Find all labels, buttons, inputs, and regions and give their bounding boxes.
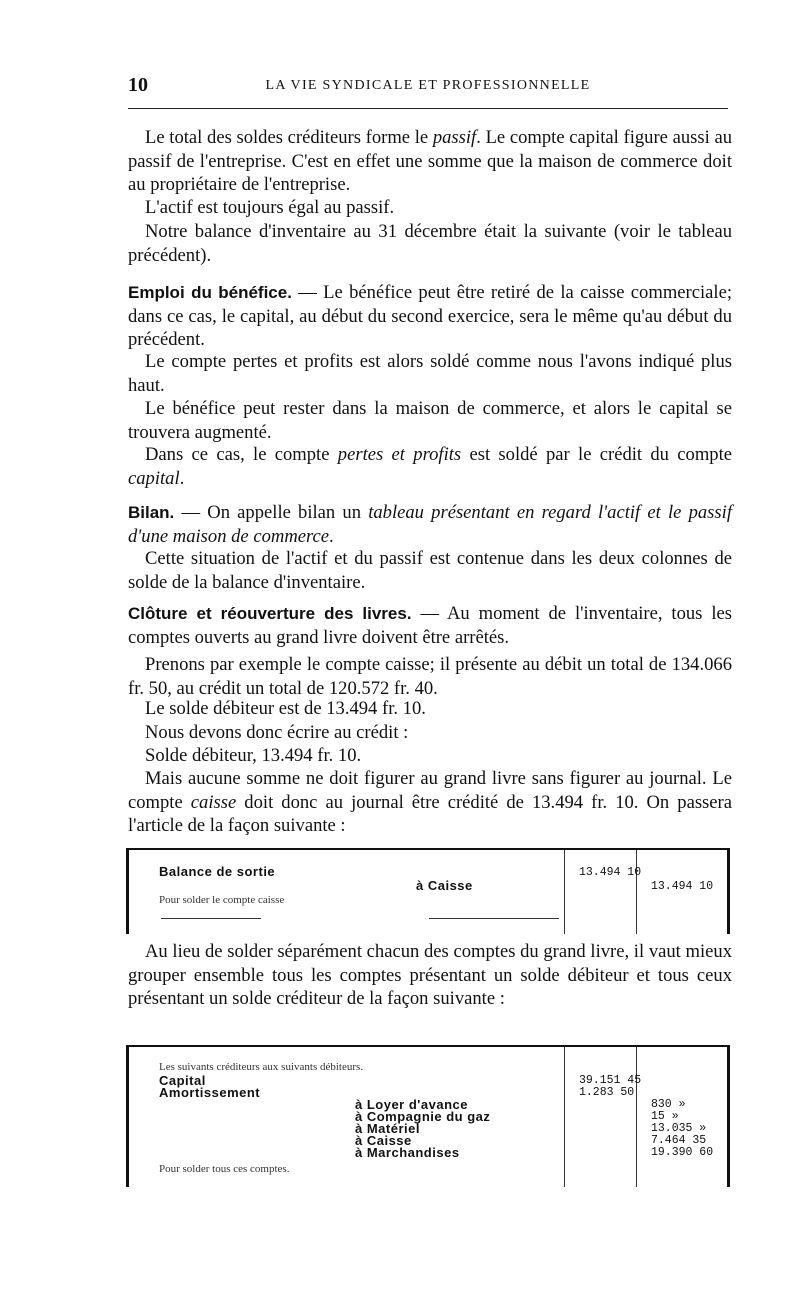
- text-run: Le compte pertes et profits est alors soldé comme nous l'avons indiqué plus haut.: [128, 351, 732, 396]
- page-header: [128, 74, 728, 98]
- paragraph: [128, 697, 732, 721]
- text-run: .: [179, 467, 185, 489]
- debit-amount: 13.494 10: [579, 866, 642, 879]
- section-heading: Emploi du bénéfice.: [128, 283, 292, 302]
- section-heading: Clôture et réouverture des livres.: [128, 604, 412, 623]
- text-run: .: [329, 525, 334, 547]
- entry-rule: [429, 918, 559, 919]
- paragraph: [128, 126, 732, 197]
- section-heading: Bilan.: [128, 503, 175, 522]
- credit-amount: 830 »: [651, 1098, 686, 1111]
- text-run: . Le compte capital figure aussi au passif de l'entreprise. C'est en effet une somme que la maison de commerce doit au propriétaire de l'entreprise.: [128, 127, 732, 195]
- credit-amount: 7.464 35: [651, 1134, 707, 1147]
- credit-account: à Compagnie du gaz: [355, 1109, 491, 1124]
- text-run: Le total des soldes créditeurs forme le: [145, 127, 433, 148]
- text-run: doit donc au journal être crédité de 13.494 fr. 10. On passera l'article de la façon suivante :: [128, 791, 732, 836]
- header-rule: [128, 108, 728, 109]
- credit-account: à Caisse: [355, 1133, 412, 1148]
- text-run: L'actif est toujours égal au passif.: [145, 197, 395, 218]
- paragraph: [128, 602, 732, 649]
- entry-description: Pour solder tous ces comptes.: [159, 1163, 290, 1175]
- paragraph: [128, 443, 732, 490]
- debit-account: Capital: [159, 1073, 206, 1088]
- text-run: — On appelle bilan un: [174, 502, 369, 523]
- paragraph: [128, 767, 732, 838]
- text-run: Nous devons donc écrire au crédit :: [145, 722, 409, 743]
- credit-account: à Loyer d'avance: [355, 1097, 468, 1112]
- italic-text: caisse: [190, 791, 237, 813]
- text-run: Le bénéfice peut rester dans la maison de commerce, et alors le capital se trouvera augmenté.: [128, 398, 732, 443]
- text-run: Dans ce cas, le compte: [145, 444, 338, 465]
- debit-amount: 39.151 45: [579, 1074, 642, 1087]
- text-run: est soldé par le crédit du compte: [461, 444, 733, 465]
- text-run: Cette situation de l'actif et du passif est contenue dans les deux colonnes de solde de la balance d'inventaire.: [128, 548, 732, 593]
- paragraph: [128, 501, 732, 548]
- entry-rule: [161, 918, 261, 919]
- credit-amount: 15 »: [651, 1110, 679, 1123]
- text-run: Solde débiteur, 13.494 fr. 10.: [145, 745, 362, 766]
- italic-text: passif: [432, 127, 477, 148]
- journal-entry-caisse: [126, 848, 730, 934]
- paragraph: [128, 350, 732, 397]
- paragraph: [128, 653, 732, 700]
- paragraph: [128, 220, 732, 267]
- entry-intro: Les suivants créditeurs aux suivants débiteurs.: [159, 1061, 364, 1073]
- paragraph: [128, 744, 732, 768]
- page-number: 10: [128, 74, 148, 96]
- italic-text: capital: [128, 467, 180, 489]
- credit-amount: 13.035 »: [651, 1122, 707, 1135]
- column-divider: [636, 1047, 637, 1187]
- journal-entry-grouped: [126, 1045, 730, 1187]
- paragraph: [128, 721, 732, 745]
- debit-amount: 1.283 50: [579, 1086, 635, 1099]
- credit-amount: 19.390 60: [651, 1146, 714, 1159]
- paragraph: [128, 547, 732, 594]
- text-run: Prenons par exemple le compte caisse; il présente au débit un total de 134.066 fr. 50, au crédit un total de 120.572 fr. 40.: [128, 654, 732, 699]
- credit-amount: 13.494 10: [651, 880, 714, 893]
- text-run: — Le bénéfice peut être retiré de la caisse commerciale; dans ce cas, le capital, au début du second exercice, sera le même qu'au début du précédent.: [128, 282, 732, 350]
- column-divider: [564, 1047, 565, 1187]
- column-divider: [636, 850, 637, 934]
- credit-account: à Matériel: [355, 1121, 420, 1136]
- paragraph: [128, 397, 732, 444]
- entry-description: Pour solder le compte caisse: [159, 894, 285, 906]
- running-title: LA VIE SYNDICALE ET PROFESSIONNELLE: [265, 78, 591, 93]
- text-run: Mais aucune somme ne doit figurer au grand livre sans figurer au journal. Le compte: [128, 768, 732, 813]
- text-run: — Au moment de l'inventaire, tous les comptes ouverts au grand livre doivent être arrêtés.: [128, 603, 732, 648]
- debit-account: Balance de sortie: [159, 864, 276, 879]
- debit-account: Amortissement: [159, 1085, 261, 1100]
- text-run: Notre balance d'inventaire au 31 décembre était la suivante (voir le tableau précédent).: [128, 221, 732, 266]
- paragraph: [128, 940, 732, 1011]
- credit-account: à Caisse: [416, 878, 473, 893]
- text-run: Le solde débiteur est de 13.494 fr. 10.: [145, 698, 426, 719]
- column-divider: [564, 850, 565, 934]
- text-run: Au lieu de solder séparément chacun des comptes du grand livre, il vaut mieux grouper ensemble tous les comptes présentant un solde débiteur et tous ceux présentant un solde créditeur de la façon suivante :: [128, 941, 732, 1009]
- italic-text: tableau présentant en regard l'actif et le passif d'une maison de commerce: [128, 502, 732, 547]
- italic-text: pertes et profits: [337, 444, 462, 465]
- credit-account: à Marchandises: [355, 1145, 460, 1160]
- paragraph: [128, 281, 732, 352]
- paragraph: [128, 196, 732, 220]
